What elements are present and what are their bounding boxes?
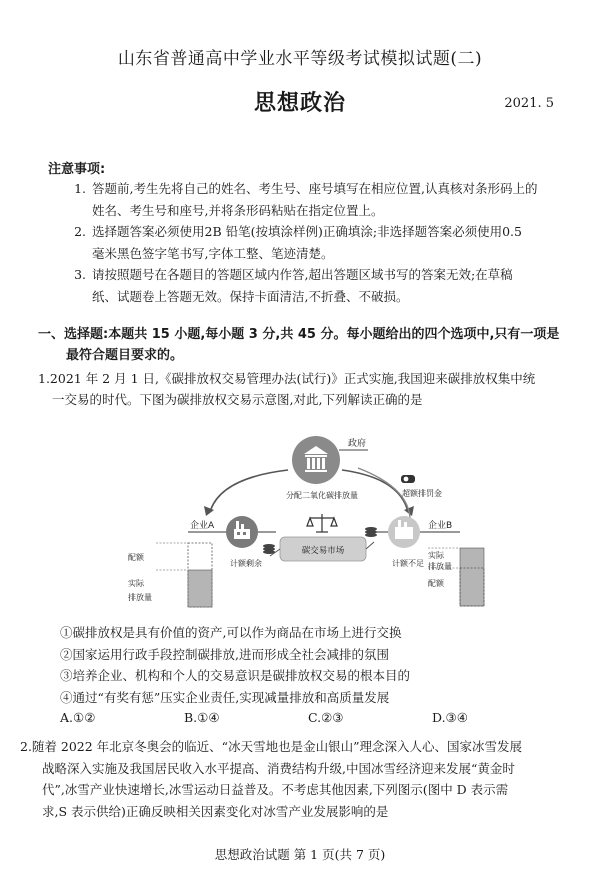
company-b-label: 企业B xyxy=(428,521,453,531)
option-statement: ④通过“有奖有惩”压实企业责任,实现减量排放和高质量发展 xyxy=(60,689,390,705)
section-line: 一、选择题:本题共 15 小题,每小题 3 分,共 45 分。每小题给出的四个选项中,只有一项是 xyxy=(38,327,560,342)
penalty-label: 超额排罚金 xyxy=(402,489,442,498)
notice-line: 姓名、考生号和座号,并将条形码粘贴在指定位置上。 xyxy=(92,202,384,218)
company-a-actual-label: 实际 xyxy=(128,579,144,588)
question-line: 代”,冰雪产业快速增长,冰雪运动日益普及。不考虑其他因素,下列图示(图中 D 表示需 xyxy=(42,782,509,797)
notice-line: 纸、试题卷上答题无效。保持卡面清洁,不折叠、不破损。 xyxy=(92,288,409,304)
question-1-stem xyxy=(38,368,588,410)
exam-title: 山东省普通高中学业水平等级考试模拟试题(二) xyxy=(117,49,483,69)
section-heading xyxy=(38,324,588,366)
notice-item xyxy=(46,178,586,221)
notice-number: 3. xyxy=(74,267,86,282)
company-b-emission-bar xyxy=(460,548,484,606)
question-line: 2.随着 2022 年北京冬奥会的临近、“冰天雪地也是金山银山”理念深入人心、国家冰雪发展 xyxy=(20,739,522,754)
notice-title: 注意事项: xyxy=(48,162,106,177)
notice-line: 选择题答案必须使用2B 铅笔(按填涂样例)正确填涂;非选择题答案必须使用0.5 xyxy=(92,224,522,239)
shortfall-label: 计额不足 xyxy=(392,559,424,568)
question-2-stem xyxy=(20,736,588,822)
question-1-choices xyxy=(60,710,580,725)
question-line: 1.2021 年 2 月 1 日,《碳排放权交易管理办法(试行)》正式实施,我国迎来碳排放权集中统 xyxy=(38,371,536,386)
coins-icon-left xyxy=(263,544,275,554)
section-line: 最符合题目要求的。 xyxy=(66,348,184,363)
carbon-trading-diagram xyxy=(110,428,500,614)
notice-item xyxy=(46,264,586,307)
exam-date: 2021. 5 xyxy=(504,96,554,111)
question-line: 一交易的时代。下图为碳排放权交易示意图,对此,下列解读正确的是 xyxy=(52,392,423,407)
choice-c: C.②③ xyxy=(308,710,344,725)
notice-item xyxy=(46,221,586,264)
question-1-options xyxy=(60,622,580,708)
option-statement: ①碳排放权是具有价值的资产,可以作为商品在市场上进行交换 xyxy=(60,625,402,640)
company-b-actual-label: 实际 xyxy=(428,551,444,560)
notice-line: 请按照题号在各题目的答题区域内作答,超出答题区域书写的答案无效;在草稿 xyxy=(92,267,513,282)
notice-line: 答题前,考生先将自己的姓名、考生号、座号填写在相应位置,认真核对条形码上的 xyxy=(92,181,538,196)
allocate-label: 分配二氧化碳排放量 xyxy=(286,491,358,500)
company-b-emission-label: 排放量 xyxy=(428,562,452,571)
arrow-to-company-a xyxy=(210,470,288,512)
page-footer: 思想政治试题 第 1 页(共 7 页) xyxy=(214,847,386,862)
subject-title: 思想政治 xyxy=(253,91,346,116)
government-icon xyxy=(292,436,340,484)
question-line: 战略深入实施及我国居民收入水平提高、消费结构升级,中国冰雪经济迎来发展“黄金时 xyxy=(42,760,515,776)
option-statement: ②国家运用行政手段控制碳排放,进而形成全社会减排的氛围 xyxy=(60,646,389,662)
scale-icon xyxy=(307,514,337,532)
company-a-quota-label: 配额 xyxy=(128,553,144,562)
choice-b: B.①④ xyxy=(184,710,220,725)
notice-list xyxy=(46,178,586,307)
notice-number: 2. xyxy=(74,224,86,239)
notice-line: 毫米黑色签字笔书写,字体工整、笔迹清楚。 xyxy=(92,245,334,261)
coins-icon-right xyxy=(365,527,377,537)
government-label: 政府 xyxy=(348,439,367,449)
company-a-emission-bar xyxy=(188,570,212,607)
option-statement: ③培养企业、机构和个人的交易意识是碳排放权交易的根本目的 xyxy=(60,668,411,683)
company-a-label: 企业A xyxy=(190,521,215,531)
surplus-label: 计额剩余 xyxy=(230,559,262,568)
company-a-emission-label: 排放量 xyxy=(128,593,152,602)
choice-a: A.①② xyxy=(60,710,96,725)
question-line: 求,S 表示供给)正确反映相关因素变化对冰雪产业发展影响的是 xyxy=(42,803,389,819)
notice-number: 1. xyxy=(74,181,86,196)
carbon-market-label: 碳交易市场 xyxy=(301,546,345,556)
choice-d: D.③④ xyxy=(432,710,468,725)
company-b-quota-label: 配额 xyxy=(428,579,444,588)
